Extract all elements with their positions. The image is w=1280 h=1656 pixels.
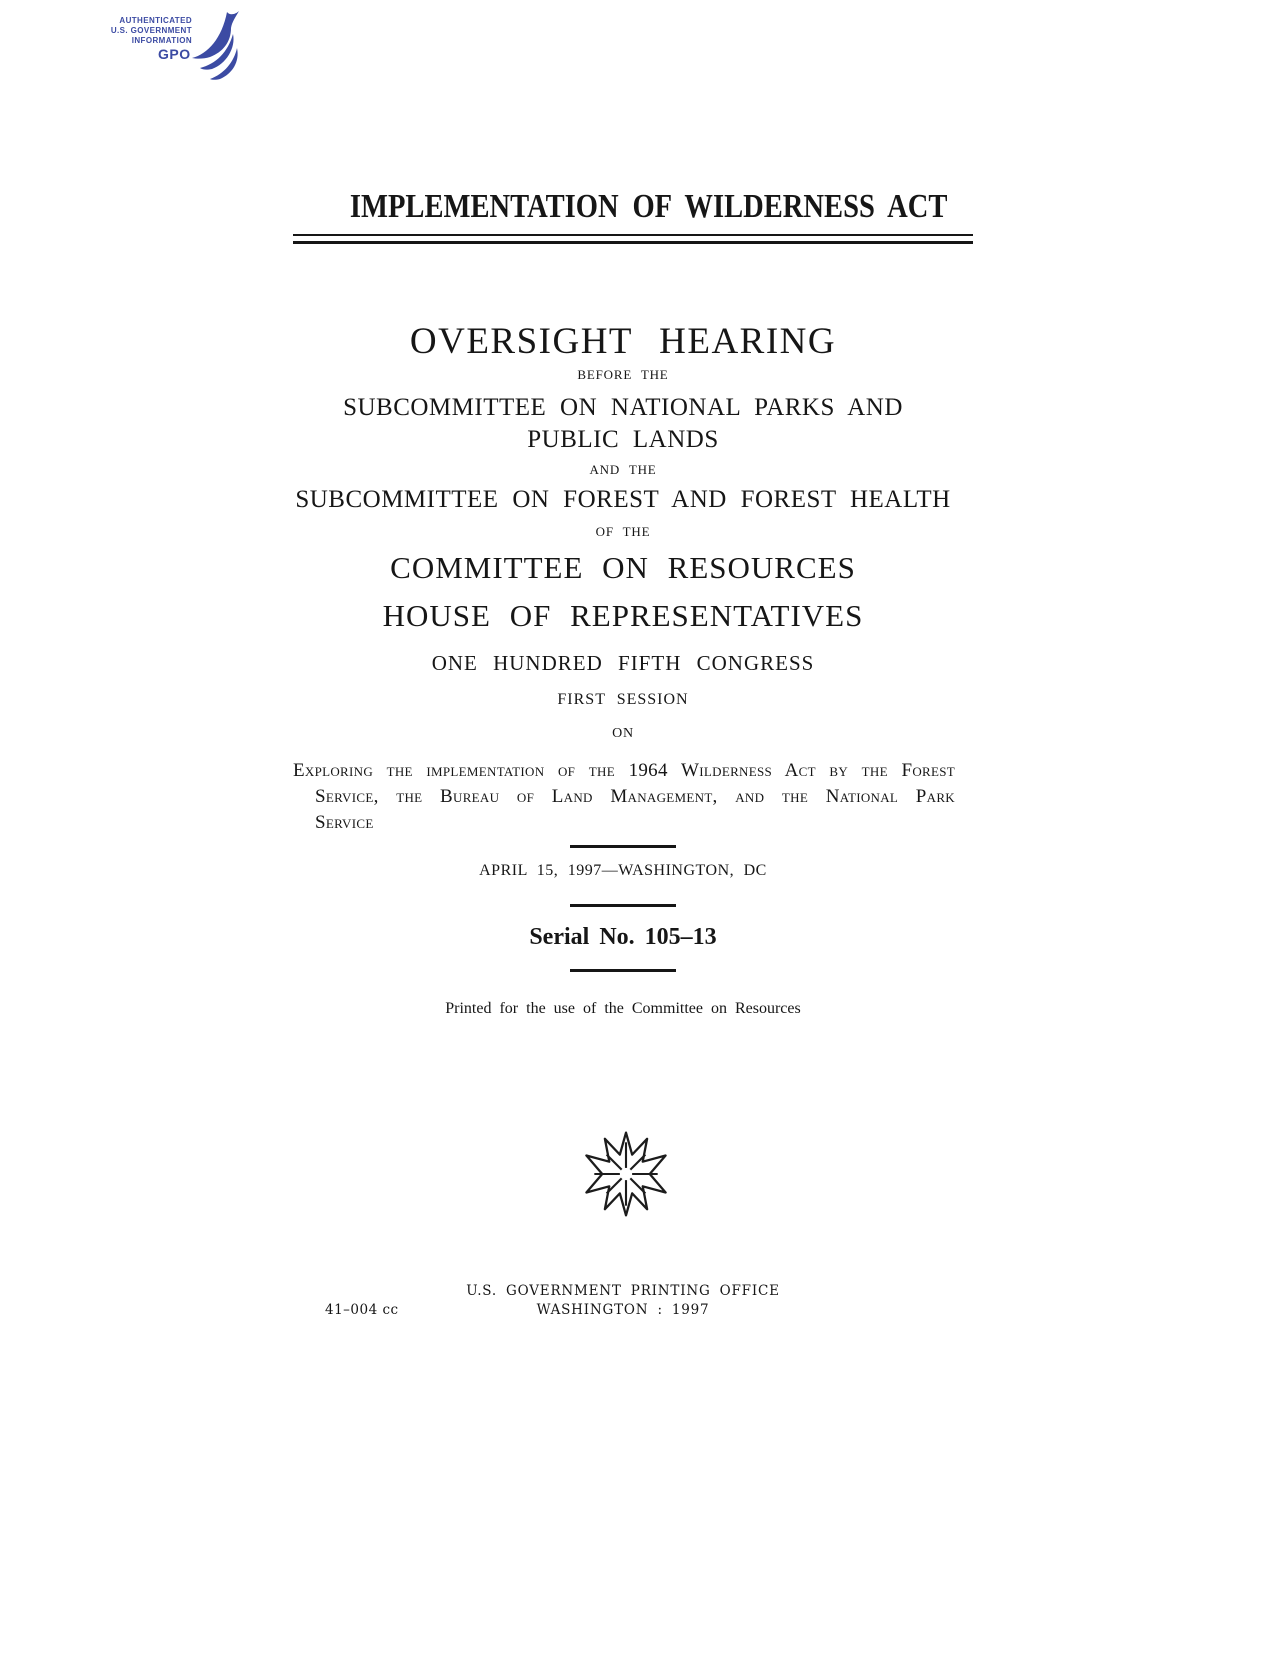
before-the-label: BEFORE THE <box>577 367 669 382</box>
printed-for-note: Printed for the use of the Committee on Resources <box>445 1000 801 1017</box>
hearing-subject-paragraph: Exploring the implementation of the 1964 Wilderness Act by the Forest Service, the Bureau of Land Management, and the National Park Service <box>293 760 955 833</box>
subcommittee-parks-heading: SUBCOMMITTEE ON NATIONAL PARKS AND PUBLIC LANDS <box>343 394 903 453</box>
separator-rule <box>570 845 676 848</box>
and-the-label: AND THE <box>589 462 657 477</box>
chamber-heading: HOUSE OF REPRESENTATIVES <box>382 598 864 633</box>
title-double-rule <box>293 234 973 244</box>
on-label: ON <box>612 726 634 741</box>
of-the-label: OF THE <box>595 524 651 539</box>
print-code: 41–004 cc <box>325 1302 399 1318</box>
hearing-type-heading: OVERSIGHT HEARING <box>409 321 837 362</box>
gpo-eagle-swoosh-icon <box>190 8 242 80</box>
page-title-text: IMPLEMENTATION OF WILDERNESS ACT <box>349 188 948 225</box>
session-heading: FIRST SESSION <box>557 691 689 708</box>
congress-heading: ONE HUNDRED FIFTH CONGRESS <box>431 651 815 675</box>
separator-rule <box>570 969 676 972</box>
subcommittee-forest-heading: SUBCOMMITTEE ON FOREST AND FOREST HEALTH <box>295 486 951 513</box>
page-title <box>293 188 953 226</box>
gpo-authentication-logo <box>100 8 240 80</box>
gpo-text-line1: AUTHENTICATED <box>119 16 192 25</box>
gpo-authentication-text <box>100 16 192 46</box>
separator-rule <box>570 904 676 907</box>
printing-office-line: U.S. GOVERNMENT PRINTING OFFICE <box>466 1283 780 1299</box>
gpo-text-line2: U.S. GOVERNMENT <box>110 26 192 35</box>
gpo-text-line3: INFORMATION <box>131 36 192 45</box>
serial-number: Serial No. 105–13 <box>529 924 717 950</box>
city-year-line: WASHINGTON : 1997 <box>536 1302 710 1318</box>
snowflake-ornament-icon <box>582 1126 670 1222</box>
committee-heading: COMMITTEE ON RESOURCES <box>390 550 856 585</box>
hearing-dateline: APRIL 15, 1997—WASHINGTON, DC <box>479 862 767 879</box>
gpo-abbr-label: GPO <box>158 46 191 62</box>
